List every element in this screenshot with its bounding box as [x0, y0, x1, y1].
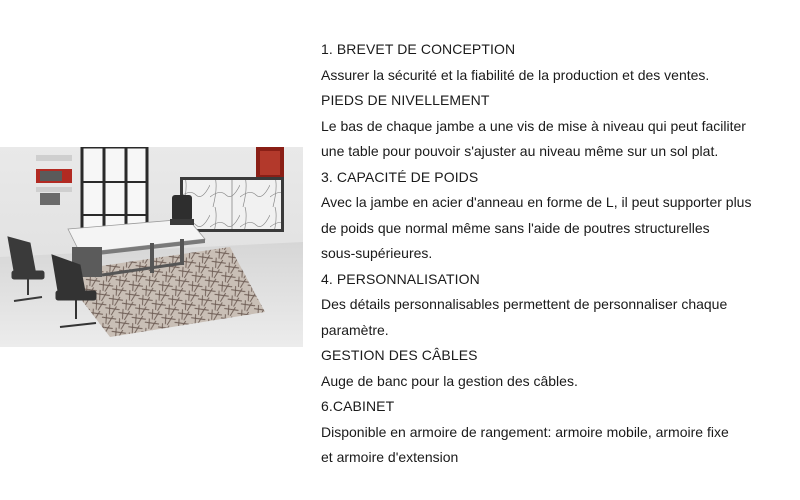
feature-description	[321, 37, 791, 471]
text-cabinet-1: Disponible en armoire de rangement: armoire mobile, armoire fixe	[321, 423, 729, 440]
heading-weight-capacity: 3. CAPACITÉ DE POIDS	[321, 168, 479, 185]
text-leveling-feet-2: une table pour pouvoir s'ajuster au niveau même sur un sol plat.	[321, 143, 719, 159]
text-weight-capacity-3: sous-supérieures.	[321, 245, 433, 261]
heading-cabinet: 6.CABINET	[321, 398, 395, 414]
text-design-patent: Assurer la sécurité et la fiabilité de la production et des ventes.	[321, 66, 710, 83]
text-customization-1: Des détails personnalisables permettent de personnaliser chaque	[321, 296, 728, 312]
office-desk-photo	[0, 147, 303, 347]
text-weight-capacity-1: Avec la jambe en acier d'anneau en forme de L, il peut supporter plus	[321, 194, 752, 210]
heading-design-patent: 1. BREVET DE CONCEPTION	[321, 41, 516, 57]
text-cable-management: Auge de banc pour la gestion des câbles.	[321, 372, 578, 389]
heading-cable-management: GESTION DES CÂBLES	[321, 347, 478, 363]
text-customization-2: paramètre.	[321, 321, 389, 338]
text-cabinet-2: et armoire d'extension	[321, 449, 459, 465]
heading-customization: 4. PERSONNALISATION	[321, 270, 480, 287]
heading-leveling-feet: PIEDS DE NIVELLEMENT	[321, 92, 490, 108]
text-leveling-feet-1: Le bas de chaque jambe a une vis de mise à niveau qui peut faciliter	[321, 117, 746, 134]
text-weight-capacity-2: de poids que normal même sans l'aide de poutres structurelles	[321, 219, 710, 236]
